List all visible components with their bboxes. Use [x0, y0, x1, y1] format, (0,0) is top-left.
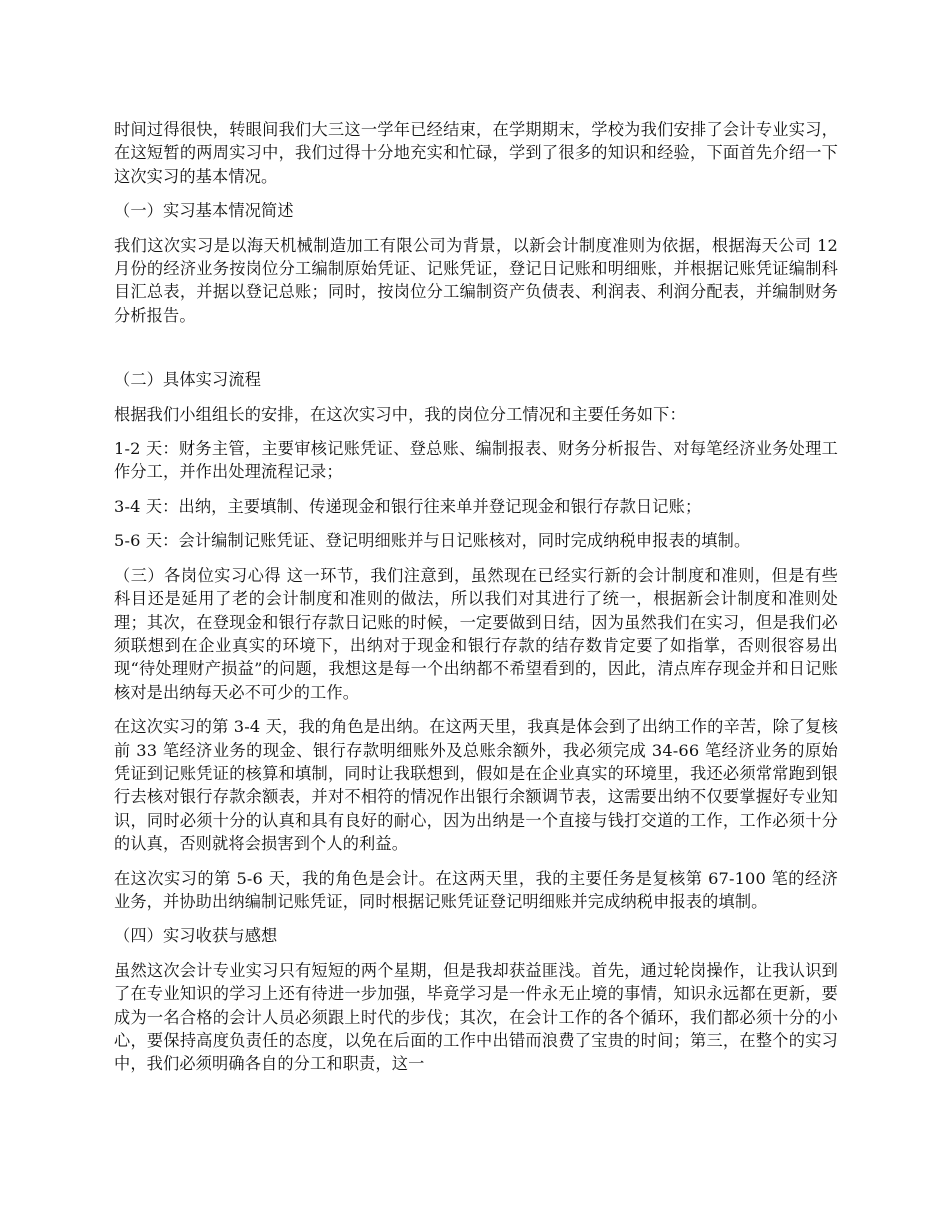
section-2-intro: 根据我们小组组长的安排，在这次实习中，我的岗位分工情况和主要任务如下： — [114, 404, 686, 424]
section-4-title: （四）实习收获与感想 — [114, 926, 278, 946]
document-page — [114, 118, 838, 1087]
section-3-paragraph-1: （三）各岗位实习心得 这一环节，我们注意到，虽然现在已经实行新的会计制度和准则，但是有些科目还是延用了老的会计制度和准则的做法，所以我们对其进行了统一，根据新会计制度和准则处理；其次，在登现金和银行存款日记账的时候，一定要做到日结，因为虽然我们在实习，但是我们必须联想到在企业真实的环境下，出纳对于现金和银行存款的结存数肯定要了如指掌，否则很容易出现“待处理财产损益”的问题，我想这是每一个出纳都不希望看到的，因此，清点库存现金并和日记账核对是出纳每天必不可少的工作。 — [114, 565, 838, 702]
section-1-body: 我们这次实习是以海天机械制造加工有限公司为背景，以新会计制度准则为依据，根据海天公司 12 月份的经济业务按岗位分工编制原始凭证、记账凭证，登记日记账和明细账，并根据记账凭证编制科目汇总表，并据以登记总账；同时，按岗位分工编制资产负债表、利润表、利润分配表，并编制财务分析报告。 — [114, 235, 838, 325]
section-2-title: （二）具体实习流程 — [114, 370, 262, 390]
section-4-body: 虽然这次会计专业实习只有短短的两个星期，但是我却获益匪浅。首先，通过轮岗操作，让我认识到了在专业知识的学习上还有待进一步加强，毕竟学习是一件永无止境的事情，知识永远都在更新，要成为一名合格的会计人员必须跟上时代的步伐；其次，在会计工作的各个循环，我们都必须十分的小心，要保持高度负责任的态度，以免在后面的工作中出错而浪费了宝贵的时间；第三，在整个的实习中，我们必须明确各自的分工和职责，这一 — [114, 960, 838, 1074]
section-2-item-1: 1-2 天：财务主管，主要审核记账凭证、登总账、编制报表、财务分析报告、对每笔经济业务处理工作分工，并作出处理流程记录； — [114, 439, 838, 482]
intro-paragraph: 时间过得很快，转眼间我们大三这一学年已经结束，在学期期末，学校为我们安排了会计专业实习，在这短暂的两周实习中，我们过得十分地充实和忙碌，学到了很多的知识和经验，下面首先介绍一下这次实习的基本情况。 — [114, 120, 838, 186]
section-1-title: （一）实习基本情况简述 — [114, 201, 294, 221]
section-3-paragraph-3: 在这次实习的第 5-6 天，我的角色是会计。在这两天里，我的主要任务是复核第 67-100 笔的经济业务，并协助出纳编制记账凭证，同时根据记账凭证登记明细账并完成纳税申报表的填制。 — [114, 868, 838, 911]
section-2-item-3: 5-6 天：会计编制记账凭证、登记明细账并与日记账核对，同时完成纳税申报表的填制。 — [114, 531, 751, 551]
section-2-item-2: 3-4 天：出纳，主要填制、传递现金和银行往来单并登记现金和银行存款日记账； — [114, 496, 702, 516]
section-3-paragraph-2: 在这次实习的第 3-4 天，我的角色是出纳。在这两天里，我真是体会到了出纳工作的辛苦，除了复核前 33 笔经济业务的现金、银行存款明细账外及总账余额外，我必须完成 34-66 笔经济业务的原始凭证到记账凭证的核算和填制，同时让我联想到，假如是在企业真实的环境里，我还必须常常跑到银行去核对银行存款余额表，并对不相符的情况作出银行余额调节表，这需要出纳不仅要掌握好专业知识，同时必须十分的认真和具有良好的耐心，因为出纳是一个直接与钱打交道的工作，工作必须十分的认真，否则就将会损害到个人的利益。 — [114, 717, 838, 854]
section-spacer — [114, 338, 838, 368]
